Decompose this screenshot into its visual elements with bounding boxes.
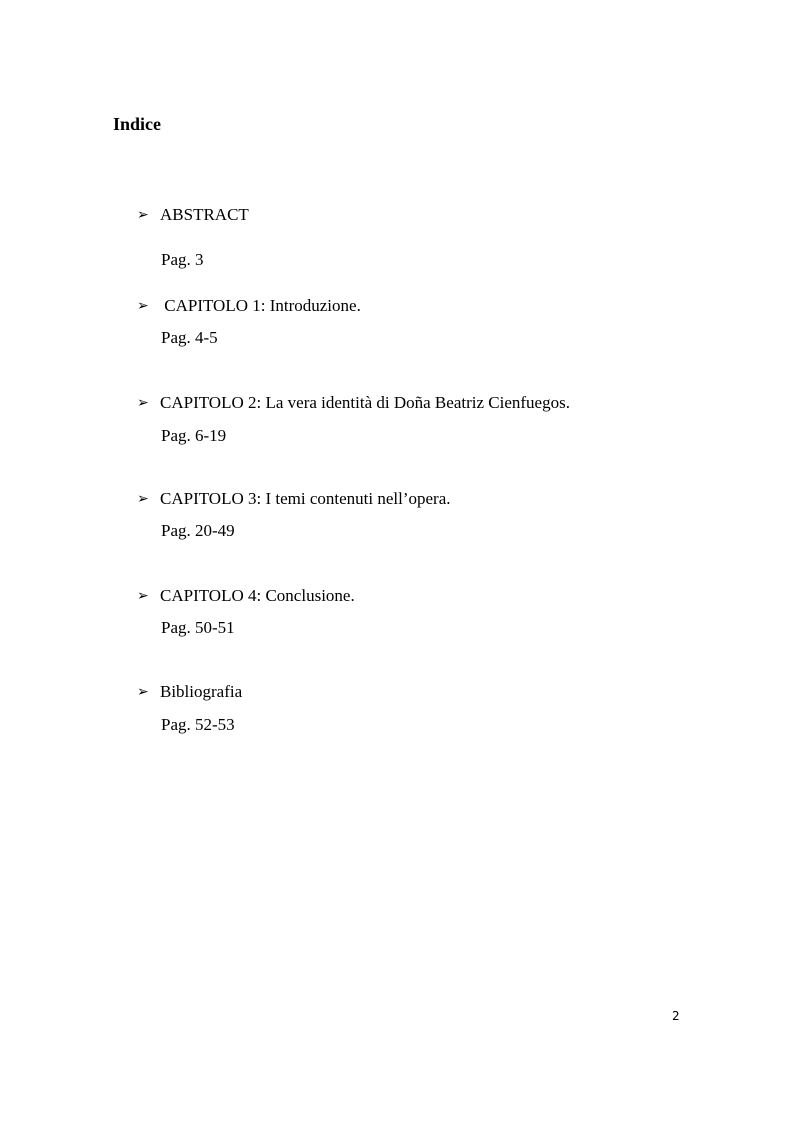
arrowhead-bullet-icon: ➢ <box>137 207 149 223</box>
toc-entry-page: Pag. 52-53 <box>161 715 235 734</box>
arrowhead-bullet-icon: ➢ <box>137 395 149 411</box>
toc-entry-title: Bibliografia <box>160 682 243 701</box>
arrowhead-bullet-icon: ➢ <box>137 298 149 314</box>
arrowhead-bullet-icon: ➢ <box>137 491 149 507</box>
toc-entry-page: Pag. 4-5 <box>161 328 218 347</box>
toc-entry-title: CAPITOLO 4: Conclusione. <box>160 586 355 605</box>
arrowhead-bullet-icon: ➢ <box>137 588 149 604</box>
toc-heading: Indice <box>113 114 162 134</box>
toc-entry-title: CAPITOLO 3: I temi contenuti nell’opera. <box>160 489 451 508</box>
toc-entry-title: ABSTRACT <box>160 205 249 224</box>
toc-entry-page: Pag. 6-19 <box>161 426 227 445</box>
page-number: 2 <box>672 1009 680 1023</box>
toc-entry-page: Pag. 3 <box>161 250 204 269</box>
toc-entry-page: Pag. 20-49 <box>161 521 235 540</box>
toc-entry-title: CAPITOLO 2: La vera identità di Doña Beatriz Cienfuegos. <box>160 393 570 412</box>
arrowhead-bullet-icon: ➢ <box>137 684 149 700</box>
toc-entry-title: CAPITOLO 1: Introduzione. <box>160 296 361 315</box>
toc-entry-page: Pag. 50-51 <box>161 618 235 637</box>
